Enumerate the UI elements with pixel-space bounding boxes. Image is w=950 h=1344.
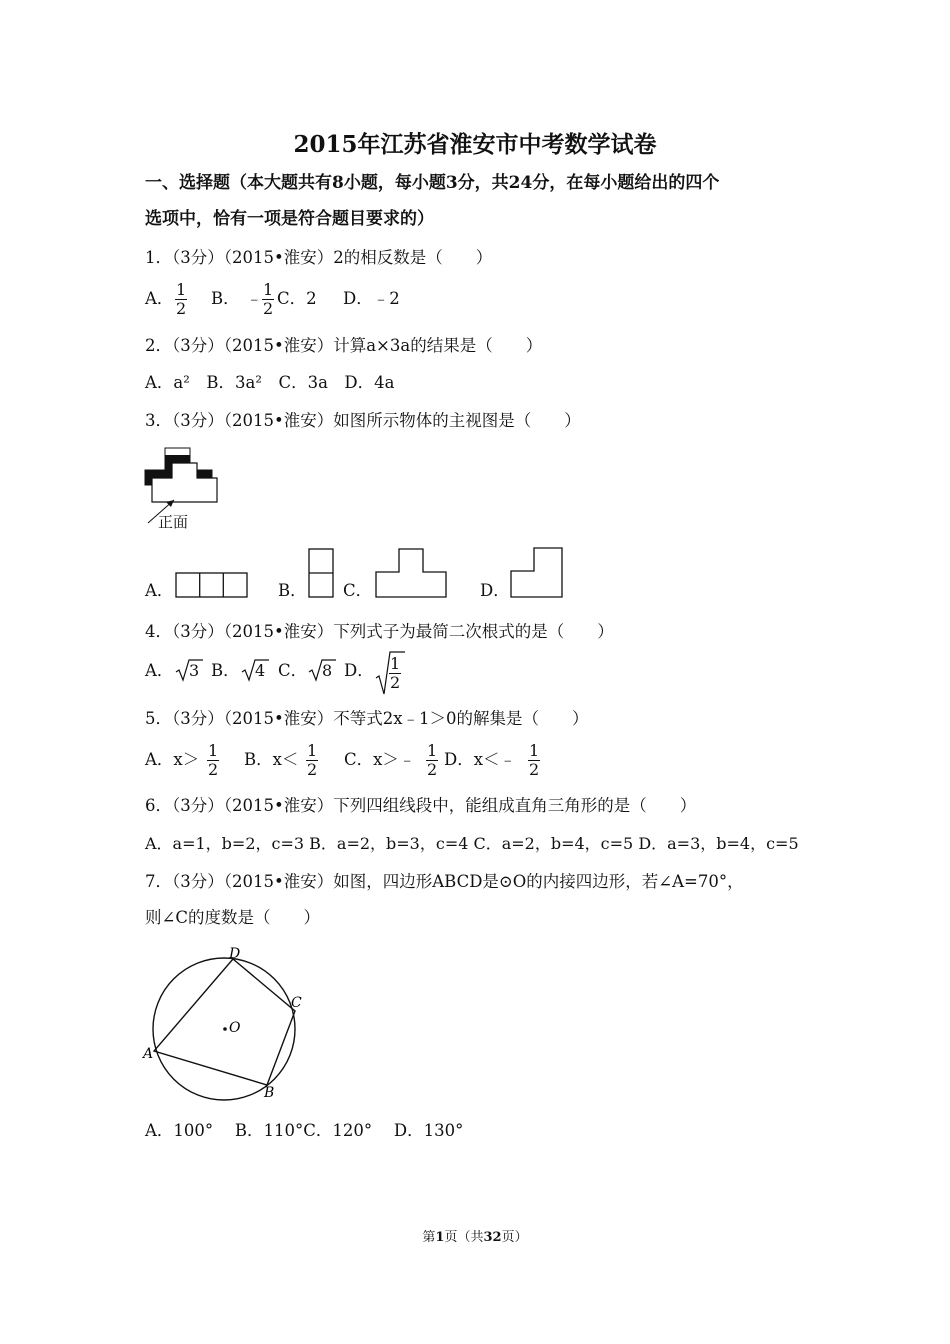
q5-option-d-fraction: $\frac{1}{2}$: [529, 741, 540, 779]
q5-stem: 5．（3分）（2015•淮安）不等式2x﹣1＞0的解集是（ ）: [145, 709, 589, 728]
q3-option-c-label: C．: [343, 581, 373, 600]
q3-option-c-figure: [375, 548, 450, 600]
q5-option-a: A．x＞: [145, 750, 200, 769]
q3-stem: 3．（3分）（2015•淮安）如图所示物体的主视图是（ ）: [145, 411, 581, 430]
q7-point-d-label: D: [229, 946, 241, 962]
q3-option-b-figure: [308, 548, 338, 600]
q4-option-a-radicand: 3: [189, 661, 200, 680]
q2-options: A．a² B．3a² C．3a D．4a: [145, 373, 395, 392]
q5-option-c: C．x＞﹣: [344, 750, 416, 769]
q7-point-a-label: A: [143, 1046, 154, 1062]
q1-option-b-label: B．: [211, 289, 240, 308]
q2-stem: 2．（3分）（2015•淮安）计算a×3a的结果是（ ）: [145, 336, 543, 355]
q4-option-c-label: C．: [278, 661, 308, 680]
q1-option-d: D．﹣2: [343, 289, 400, 308]
q7-point-c-label: C: [291, 995, 302, 1011]
q7-inscribed-quadrilateral-diagram: [140, 940, 320, 1110]
q7-center-o-label: O: [229, 1020, 241, 1036]
q3-option-d-figure: [510, 547, 566, 600]
q1-stem: 1．（3分）（2015•淮安）2的相反数是（ ）: [145, 248, 493, 267]
q1-option-c: C．2: [277, 289, 317, 308]
q3-option-b-label: B．: [278, 581, 307, 600]
q5-option-d: D．x＜﹣: [444, 750, 517, 769]
q7-stem-line2: 则∠C的度数是（ ）: [145, 908, 320, 927]
q7-stem-line1: 7．（3分）（2015•淮安）如图，四边形ABCD是⊙O的内接四边形，若∠A=70°，: [145, 872, 744, 891]
q7-options: A．100° B．110°C．120° D．130°: [145, 1121, 464, 1140]
q1-option-b-fraction: $\frac{1}{2}$: [263, 280, 274, 318]
q4-option-d-label: D．: [344, 661, 374, 680]
q5-option-c-fraction: $\frac{1}{2}$: [427, 741, 438, 779]
q1-option-a-label: A．: [145, 289, 174, 308]
page-footer: 第1页（共32页）: [422, 1230, 528, 1245]
q4-option-b-radicand: 4: [255, 661, 266, 680]
section-heading-line1: 一、选择题（本大题共有8小题，每小题3分，共24分，在每小题给出的四个: [145, 173, 720, 193]
q1-option-a-fraction: $\frac{1}{2}$: [176, 280, 187, 318]
q1-option-b-sign: ﹣: [246, 289, 263, 308]
q6-options: A．a=1，b=2，c=3 B．a=2，b=3，c=4 C．a=2，b=4，c=5 D．a=3，b=4，c=5: [145, 834, 799, 853]
q7-point-b-label: B: [264, 1085, 275, 1101]
q4-stem: 4．（3分）（2015•淮安）下列式子为最简二次根式的是（ ）: [145, 622, 614, 641]
q5-option-a-fraction: $\frac{1}{2}$: [208, 741, 219, 779]
q5-option-b: B．x＜: [244, 750, 299, 769]
q3-option-a-label: A．: [145, 581, 174, 600]
q5-option-b-fraction: $\frac{1}{2}$: [307, 741, 318, 779]
q3-option-d-label: D．: [480, 581, 510, 600]
q4-option-c-radicand: 8: [322, 661, 333, 680]
page-title: 2015年江苏省淮安市中考数学试卷: [293, 131, 657, 158]
q3-front-label: 正面: [158, 513, 189, 531]
q6-stem: 6．（3分）（2015•淮安）下列四组线段中，能组成直角三角形的是（ ）: [145, 796, 697, 815]
q4-option-b-label: B．: [211, 661, 240, 680]
section-heading-line2: 选项中，恰有一项是符合题目要求的）: [145, 209, 434, 229]
q4-option-d-fraction: $\frac{1}{2}$: [390, 654, 401, 692]
q4-option-a-label: A．: [145, 661, 174, 680]
q3-option-a-figure: [175, 572, 250, 600]
